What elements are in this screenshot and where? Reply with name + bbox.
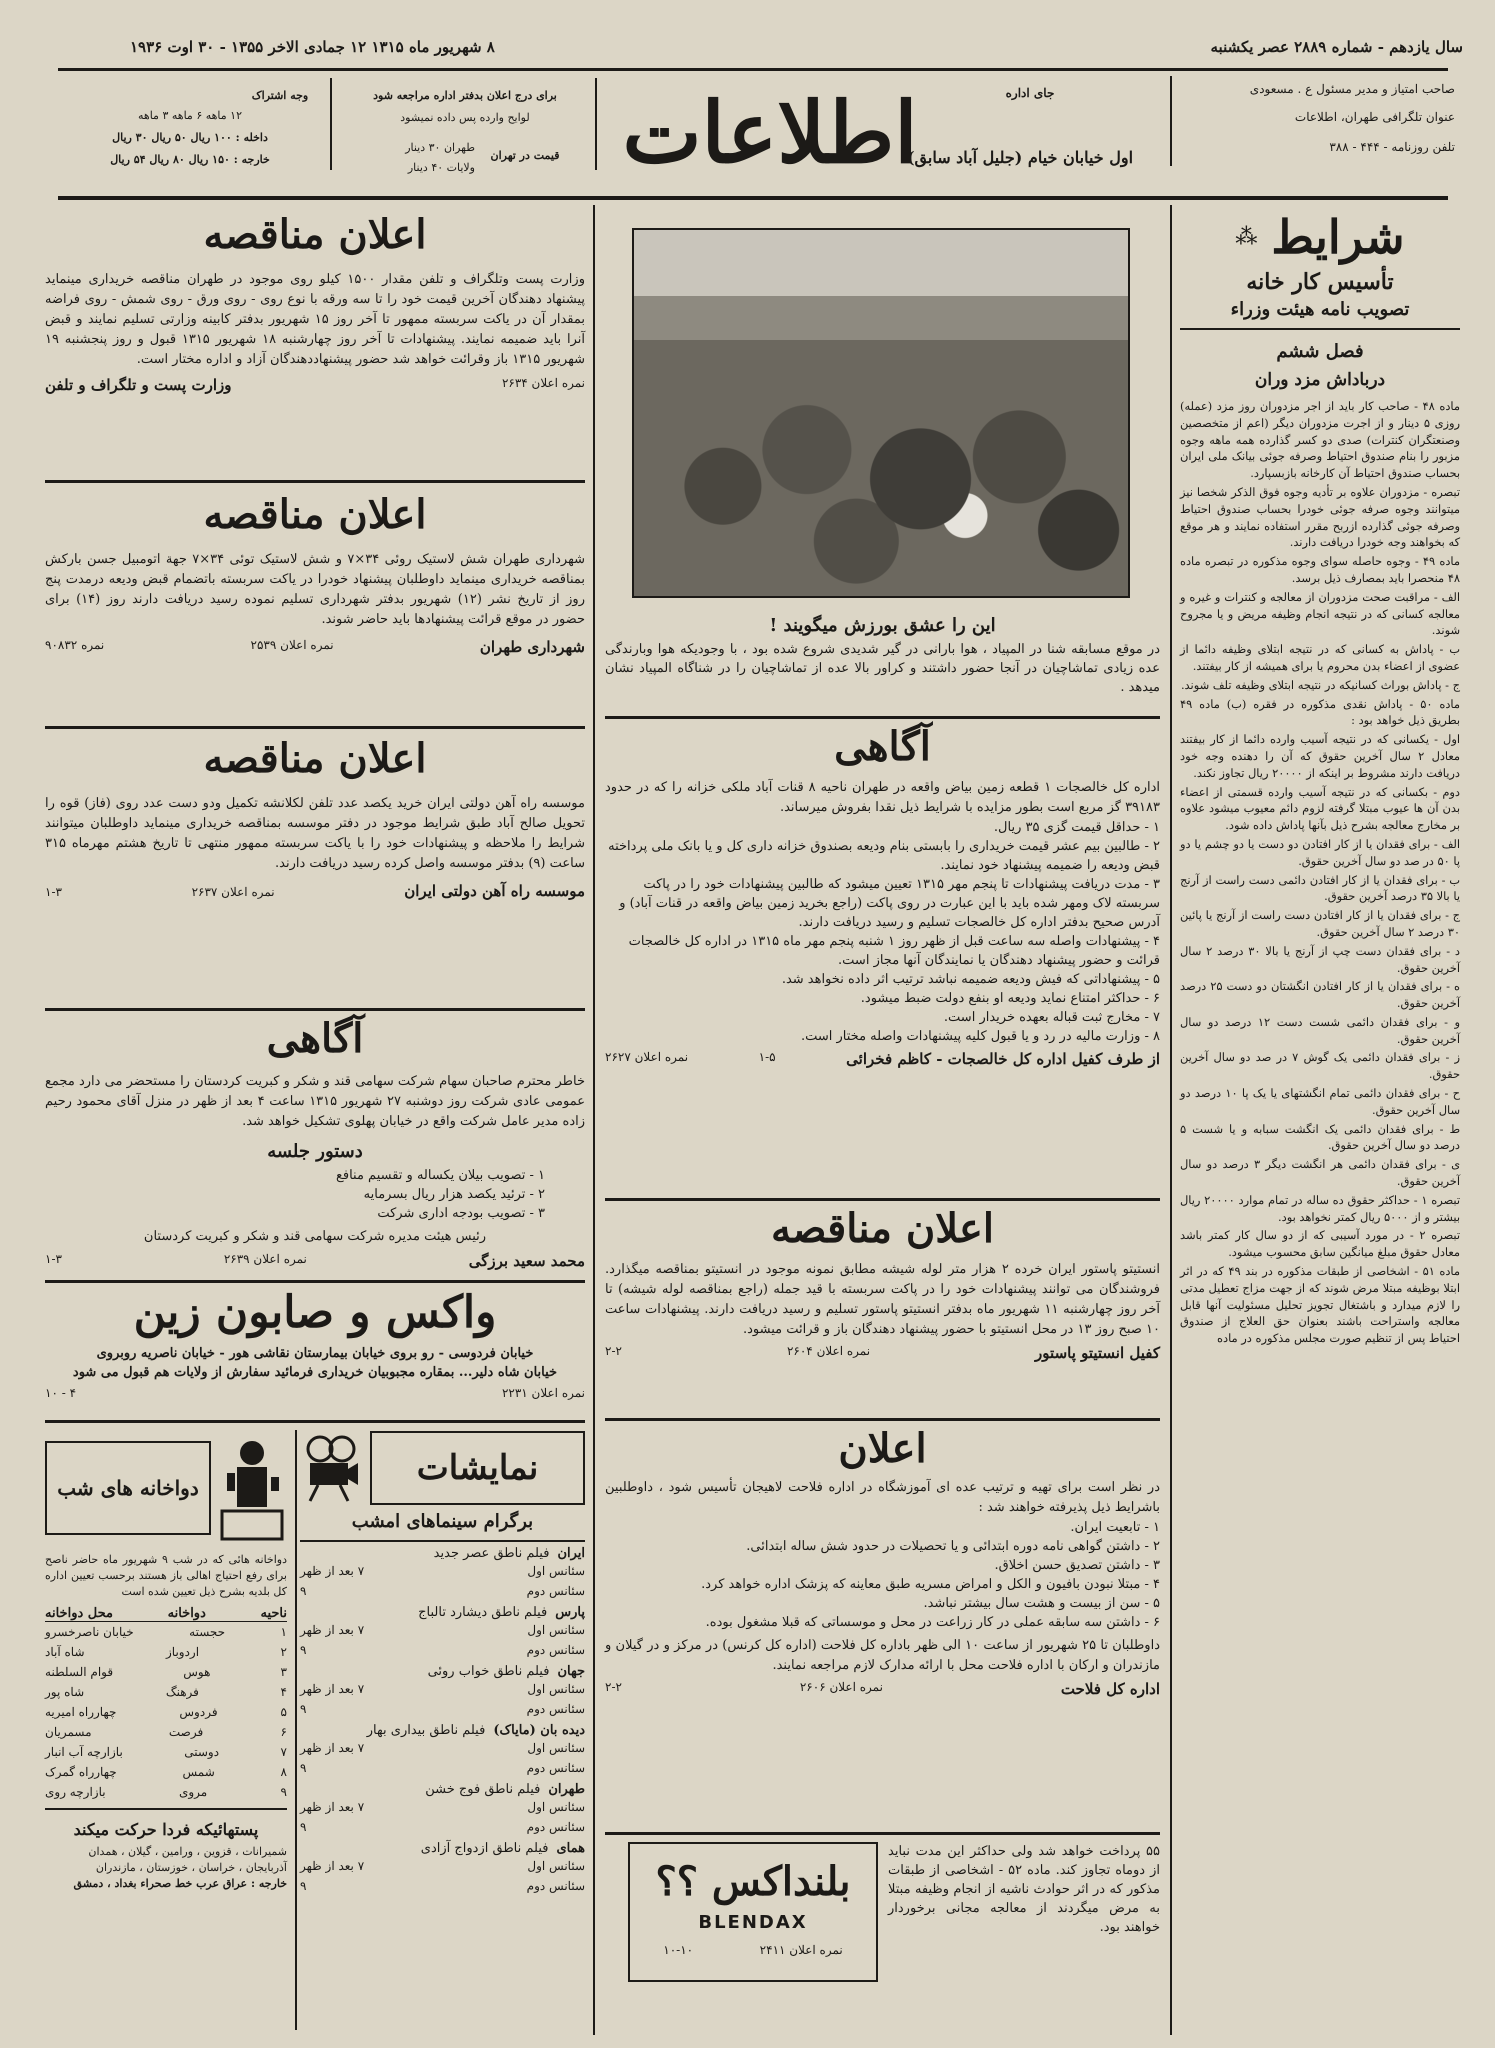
tender-municipality-ad-no: نمره اعلان ۲۵۳۹ — [250, 638, 334, 652]
agenda-title: دستور جلسه — [267, 1141, 363, 1162]
cinema-time: ۹ — [300, 1643, 307, 1657]
paragraph: تبصره ۱ - حداکثر حقوق ده ساله در تمام موارد ۲۰۰۰۰ ریال بیشتر و از ۵۰۰۰ ریال کمتر نخواهد بود. — [1180, 1192, 1460, 1224]
announcement-agriculture — [605, 1424, 1160, 1698]
pharmacy-name: اردوباز — [166, 1645, 200, 1659]
cinema-name: طهران — [548, 1782, 585, 1797]
article-conditions-subtitle1: تأسیس کار خانه — [1246, 269, 1394, 295]
wax-ad-count: ۴ - ۱۰ — [45, 1386, 77, 1400]
subs-out: خارجه : ۱۵۰ ریال ۸۰ ریال ۵۴ ریال — [110, 153, 270, 166]
post-schedule-line: آذربایجان ، خراسان ، خوزستان ، مازندران — [95, 1861, 287, 1874]
cinema-session: سئانس دوم — [526, 1879, 585, 1893]
photo-caption-body: در موقع مسابقه شنا در المپیاد ، هوا بارانی در گیر شدیدی شروع شده بود ، با وجودیکه هوا وبارندگی عده زیادی تماشاچیان در آنجا حضور داشتند و کراور بالا عده از تماشاچیان را در شناگاه المپیاد نشان میدهد . — [605, 642, 1160, 695]
tender-railway-body: موسسه راه آهن دولتی ایران خرید یکصد عدد تلفن لکلانشه تکمیل ودو دست عدد روی (فاز) قوه را تحویل صالح آباد طبق شرایط موجود در دفتر موسسه بمناقصه خریداری مینماید داوطلبان میتوانند شرایط را ملاحظه و پیشنهادات خود را با یاکت سربسته ممهور منتهی تا تاریخ هشتم مهرماه ۳۱۵ ساعت (۹) بدفتر موسسه واصل کرده رسید دریافت دارند. — [45, 796, 585, 871]
cinema-logo: نمایشات — [370, 1431, 585, 1505]
notice-land-sale-item: ۴ - پیشنهادات واصله سه ساعت قبل از ظهر روز ۱ شنبه پنجم مهر ماه ۱۳۱۵ در اداره کل خالصجات قرائت و حضور پیشنهاد دهندگان یا نمایندگان آنها مجاز است. — [628, 934, 1160, 968]
pharmacy-intro: دواخانه هائی که در شب ۹ شهریور ماه حاضر ناصح برای رفع احتیاج اهالی باز هستند برحسب تعیین اداره کل بلدیه بشرح ذیل تعیین شده است — [45, 1553, 287, 1598]
cinema-time: ۷ بعد از ظهر — [300, 1564, 365, 1578]
film-projector-icon — [300, 1433, 360, 1503]
paragraph: ی - برای فقدان دائمی هر انگشت دیگر ۳ درصد دو سال آخرین حقوق. — [1180, 1157, 1460, 1189]
announcement-agriculture-item: ۲ - داشتن گواهی نامه دوره ابتدائی و یا تحصیلات در حدود شش ساله ابتدائی. — [746, 1539, 1160, 1554]
cinema-entry — [300, 1841, 585, 1896]
pharmacy-row — [45, 1662, 287, 1682]
notice-land-sale-item: ۸ - وزارت مالیه در رد و یا قبول کلیه پیشنهادات واصله مختار است. — [800, 1029, 1160, 1044]
cinema-session: سئانس دوم — [526, 1643, 585, 1657]
pharmacy-name: هوس — [183, 1665, 211, 1679]
blendax-brand-fa: بلنداکس ؟؟ — [655, 1858, 851, 1905]
pharmacy-location: قوام السلطنه — [45, 1665, 114, 1679]
notice-kurdistan-count: ۱-۳ — [45, 1252, 62, 1266]
pharmacy-district: ۹ — [280, 1785, 287, 1799]
column-divider-left — [593, 205, 595, 2035]
newspaper-title: اطلاعات — [622, 83, 918, 182]
pharmacy-row — [45, 1622, 287, 1642]
notice-land-sale-item: ۵ - پیشنهاداتی که فیش ودیعه ضمیمه نباشد ترتیب اثر داده نخواهد شد. — [781, 972, 1160, 987]
paragraph: ه - برای فقدان یا از کار افتادن انگشتان دو دست ۲۵ درصد آخرین حقوق. — [1180, 979, 1460, 1011]
announcement-agriculture-item: ۳ - داشتن تصدیق حسن اخلاق. — [994, 1558, 1160, 1573]
pharmacy-name: مروی — [178, 1785, 208, 1799]
telegraph-line: عنوان تلگرافی طهران، اطلاعات — [1294, 110, 1455, 124]
cinema-session: سئانس اول — [527, 1859, 585, 1873]
notice-land-sale-count: ۱-۵ — [758, 1050, 776, 1064]
pharmacy-col-district: ناحیه — [260, 1606, 287, 1621]
tender-municipality — [45, 490, 585, 656]
tender-pasteur — [605, 1204, 1160, 1362]
cinema-entry — [300, 1723, 585, 1778]
owner-line: صاحب امتیاز و مدیر مسئول ع . مسعودی — [1249, 82, 1455, 96]
notice-land-sale-intro: اداره کل خالصجات ۱ قطعه زمین بیاض واقعه در طهران ناحیه ۸ قنات آباد ملکی خزانه را که در حدود ۳۹۱۸۳ گز مربع است بطور مزایده با شرایط ذیل نقدا بفروش میرساند. — [605, 780, 1160, 815]
notice-kurdistan-body: خاطر محترم صاحبان سهام شرکت سهامی قند و شکر و کبریت کردستان را مستحضر می دارد مجمع عمومی عادی شرکت روز دوشنبه ۲۷ شهریور ۱۳۱۵ ساعت ۴ بعد از ظهر در منزل آقای محمود رحیم زاده مدیر عامل شرکت واقع در خیابان پهلوی تشکیل خواهد شد. — [45, 1074, 586, 1129]
pharmacy-col-name: دواخانه — [167, 1606, 206, 1621]
post-schedule-title: پستهائیکه فردا حرکت میکند — [73, 1820, 259, 1839]
announcement-agriculture-item: ۱ - تابعیت ایران. — [1070, 1520, 1160, 1535]
cinema-session: سئانس دوم — [526, 1584, 585, 1598]
photo-caption-title: این را عشق بورزش میگویند ! — [769, 615, 996, 636]
pharmacy-district: ۴ — [280, 1685, 287, 1699]
tender-municipality-ref: نمره ۹۰۸۳۲ — [45, 638, 105, 652]
cinema-film: فیلم ناطق بیداری بهار — [366, 1723, 486, 1738]
paragraph: د - برای فقدان دست چپ از آرنج یا بالا ۳۰ درصد ۲ سال آخرین حقوق. — [1180, 943, 1461, 975]
tender-pasteur-title: اعلان مناقصه — [770, 1205, 995, 1252]
rule — [45, 1280, 585, 1283]
pharmacy-district: ۳ — [280, 1665, 287, 1679]
notice-land-sale-item: ۱ - حداقل قیمت گزی ۳۵ ریال. — [993, 820, 1160, 835]
cinema-time: ۷ بعد از ظهر — [300, 1800, 365, 1814]
notice-land-sale-item: ۶ - حداکثر امتناع نماید ودیعه او بنفع دولت ضبط میشود. — [860, 991, 1160, 1006]
rule — [45, 1008, 585, 1011]
cinema-session: سئانس دوم — [526, 1702, 585, 1716]
paragraph: ماده ۵۱ - اشخاصی از طبقات مذکوره در بند ۴۹ که در اثر ابتلا بوظیفه مبتلا مرض شوند که از جهت مزاج تعطیل مدتی را لازم میدارد و باشتغال تجویز تحلیل مسئولیت آنها قابل معالجه واستراحت باشند بعنوان حق العلاج از صندوق احتیاط پس از تنظیم صورت مجلس مذکوره در ماده — [1180, 1264, 1460, 1346]
pharmacy-location: مسمریان — [45, 1725, 92, 1739]
paragraph: دوم - بکسانی که در نتیجه آسیب وارده قسمتی از اعضاء بدن آن ها عیوب مبتلا گرفته لزوم دائم معیوب میشود علاوه بر مخارج معالجه بشرح ذیل بآنها پاداش داده شود. — [1180, 784, 1460, 833]
cinema-film: فیلم ناطق ازدواج آزادی — [420, 1841, 549, 1856]
agenda-item: ۲ - ترئید یکصد هزار ریال بسرمایه — [363, 1187, 545, 1202]
cinema-session: سئانس اول — [527, 1682, 585, 1696]
masthead-divider-3 — [330, 78, 332, 170]
rule — [605, 716, 1160, 719]
notice-land-sale-title: آگاهی — [834, 723, 931, 770]
wax-ad-line2: خیابان شاه دلیر... بمقاره مجبوبیان خریداری فرمائید سفارش از ولایات هم قبول می شود — [72, 1365, 558, 1380]
pharmacy-location: خیابان ناصرخسرو — [45, 1625, 134, 1639]
paragraph: و - برای فقدان دائمی شست دست ۱۲ درصد دو سال آخرین حقوق. — [1180, 1014, 1461, 1046]
photo-caption — [605, 612, 1160, 697]
pharmacy-name: فرهنگ — [165, 1685, 199, 1699]
tender-railway-count: ۱-۳ — [45, 885, 62, 899]
tender-pasteur-count: ۲-۲ — [605, 1344, 622, 1358]
paragraph: ج - برای فقدان یا از کار افتادن دست راست از آرنج یا پائین ۳۰ درصد ۲ سال آخرین حقوق. — [1180, 908, 1460, 939]
cinema-name: پارس — [555, 1605, 585, 1620]
article-conditions-title: شرایط — [1271, 210, 1405, 264]
masthead-divider — [1170, 76, 1172, 166]
tender-railway-ad-no: نمره اعلان ۲۶۳۷ — [191, 885, 275, 899]
masthead-rule-top — [58, 68, 1448, 71]
notice-kurdistan-title: آگاهی — [266, 1015, 364, 1062]
paragraph: ماده ۵۰ - پاداش نقدی مذکوره در فقره (ب) ماده ۴۹ بطریق ذیل خواهد بود : — [1180, 696, 1460, 728]
subs-head: ۱۲ ماهه ۶ ماهه ۳ ماهه — [138, 109, 242, 122]
agenda-chair: رئیس هیئت مدیره شرکت سهامی قند و شکر و کبریت کردستان — [143, 1229, 487, 1244]
pharmacy-row — [45, 1762, 287, 1782]
chapter-subtitle: درباداش مزد وران — [1254, 370, 1386, 390]
pharmacy-district: ۵ — [280, 1705, 287, 1719]
announcement-agriculture-count: ۲-۲ — [605, 1680, 622, 1694]
article-conditions-subtitle2: تصویب نامه هیئت وزراء — [1180, 296, 1460, 330]
cinema-time: ۷ بعد از ظهر — [300, 1623, 365, 1637]
night-pharmacies — [45, 1428, 287, 2028]
blendax-brand-en: BLENDAX — [698, 1912, 808, 1933]
paragraph: ماده ۴۸ - صاحب کار باید از اجر مزدوران روز مزد (عمله) روزی ۵ دینار و از اجرت مزدوران دیگر (اعم از متخصصین وصنعتگران کنترات) صدی دو کسر گذارده همه ماهه وجوه مزبور را بنام صندوق احتیاط وصرفه جوئی بیانک ملی ایران بحساب صندوق احتیاط آن کارخانه بازبسپارد. — [1180, 399, 1460, 481]
tender-pasteur-body: انستیتو پاستور ایران خرده ۲ هزار متر لوله شیشه مطابق نمونه موجود در انستیتو بمناقصه میگذارد. فروشندگان می توانند پیشنهادات خود را در پاکت سربسته با قید جمله (راجع بمناقصه لوله شیشه) تا آخر روز چهارشنبه ۱۱ شهریور ماه بدفتر انستیتو پاستور تسلیم و رسید دریافت دارند. پیشنهادات ساعت ۱۰ صبح روز ۱۳ در محل انستیتو با حضور پیشنهاد دهندگان باز و قرائت میشود. — [605, 1262, 1160, 1337]
tender-postal-title: اعلان مناقصه — [203, 211, 427, 258]
tender-railway — [45, 734, 585, 900]
pharmacy-row — [45, 1682, 287, 1702]
agenda-item: ۳ - تصویب بودجه اداری شرکت — [377, 1206, 545, 1221]
cinema-time: ۹ — [300, 1584, 307, 1598]
pharmacy-district: ۷ — [280, 1745, 287, 1759]
notice-land-sale-item: ۳ - مدت دریافت پیشنهادات تا پنجم مهر ۱۳۱۵ تعیین میشود که طالبین پیشنهادات خود را در پاکت سربسته لاک ومهر شده باید با این عبارت در روی پاکت (راجع بخرید زمین بیاض واقعه در قنات آباد) و آدرس صحیح بدفتر اداره کل خالصجات تسلیم و رسید دریافت دارند. — [619, 877, 1160, 930]
agenda-item: ۱ - تصویب بیلان یکساله و تقسیم منافع — [335, 1168, 545, 1183]
pharmacy-name: شمس — [182, 1765, 215, 1779]
paragraph: ح - برای فقدان دائمی تمام انگشتهای یا یک پا ۱۰ درصد دو سال آخرین حقوق. — [1180, 1086, 1460, 1117]
cinema-entry — [300, 1546, 585, 1601]
pharmacy-location: چهارراه امیریه — [45, 1705, 117, 1719]
bottom-continuation: ۵۵ پرداخت خواهد شد ولی حداکثر این مدت نباید از دوماه تجاوز کند. ماده ۵۲ - اشخاصی از طبقات مذکور که در اثر حوادث ناشیه از انجام وظیفه مبتلا به مرض میگردند از معالجه مجانی برخوردار خواهند بود. — [888, 1844, 1160, 1935]
announcement-agriculture-item: ۴ - مبتلا نبودن بافیون و الکل و امراض مسریه طبق معاینه که پزشک اداره خواهد کرد. — [701, 1577, 1160, 1592]
pharmacy-logo: دواخانه های شب — [45, 1441, 211, 1535]
pharmacy-location: چهارراه گمرک — [45, 1765, 117, 1779]
pharmacy-row — [45, 1702, 287, 1722]
phone-line: تلفن روزنامه - ۴۴۴ - ۳۸۸ — [1329, 140, 1455, 154]
cinema-session: سئانس اول — [527, 1741, 585, 1755]
blendax-ad — [628, 1842, 878, 1982]
chapter-title: فصل ششم — [1276, 341, 1364, 362]
cinema-session: سئانس دوم — [526, 1761, 585, 1775]
rule — [45, 1420, 585, 1423]
rule — [605, 1832, 1160, 1835]
wax-ad-title: واکس و صابون زین — [133, 1287, 497, 1338]
address-label: جای اداره — [1005, 86, 1055, 100]
cinema-time: ۹ — [300, 1761, 307, 1775]
cinema-name: همای — [556, 1841, 585, 1856]
rule — [45, 480, 585, 483]
notice-land-sale-ad-no: نمره اعلان ۲۶۲۷ — [605, 1050, 689, 1064]
post-schedule-line: شمیرانات ، قزوین ، ورامین ، گیلان ، همدان — [88, 1845, 287, 1858]
announcement-agriculture-ad-no: نمره اعلان ۲۶۰۶ — [799, 1680, 883, 1694]
cinema-name: دیده بان (مایاک) — [493, 1723, 585, 1738]
tender-pasteur-ad-no: نمره اعلان ۲۶۰۴ — [786, 1344, 871, 1358]
pharmacy-name: دوستی — [184, 1745, 220, 1759]
blendax-ad-no: نمره اعلان ۲۴۱۱ — [759, 1943, 843, 1957]
pharmacy-row — [45, 1782, 287, 1802]
pharmacy-name: حجسته — [189, 1625, 226, 1639]
notice-land-sale — [605, 722, 1160, 1068]
cinema-film: فیلم ناطق عصر جدید — [433, 1546, 550, 1561]
notice-land-sale-item: ۲ - طالبین بیم عشر قیمت خریداری را بابستی بنام ودیعه بصندوق خزانه داری کل و یا بانک ملی پرداخته قبض ودیعه را ضمیمه پیشنهاد خود نمایند. — [608, 839, 1160, 873]
wax-ad-line1: خیابان فردوسی - رو بروی خیابان بیمارستان نقاشی هور - خیابان ناصریه روبروی — [96, 1346, 534, 1361]
announcement-agriculture-signature: اداره کل فلاحت — [1060, 1680, 1160, 1698]
subs-label: وجه اشتراک — [251, 89, 309, 102]
pharmacy-row — [45, 1722, 287, 1742]
announcement-agriculture-item: ۶ - داشتن سه سابقه عملی در کار زراعت در محل و موسساتی که قبلا مشغول بوده. — [705, 1615, 1160, 1630]
cinema-film: فیلم ناطق فوج خشن — [425, 1782, 541, 1797]
paragraph: تبصره - مزدوران علاوه بر تأدیه وجوه فوق الذکر شخصا نیز میتوانند وجوه صرفه جوئی خودرا بحساب صندوق احتیاط وصرفه جوئی گذارده ازربح مقرر استفاده نمایند و هر موقع که بخواهند وجه خودرا دریافت دارند. — [1180, 484, 1460, 550]
announcement-agriculture-body: داوطلبان تا ۲۵ شهریور از ساعت ۱۰ الی ظهر باداره کل فلاحت (اداره کل کرنس) در مرکز و در گیلان و مازندران و ارکان با اداره فلاحت محل با ارائه مدارک لازم مراجعه نمایند. — [605, 1638, 1160, 1673]
pharmacy-row — [45, 1642, 287, 1662]
cinema-entry — [300, 1664, 585, 1719]
announcement-agriculture-title: اعلان — [838, 1425, 927, 1472]
cinema-program — [300, 1428, 585, 1948]
cinema-time: ۹ — [300, 1702, 307, 1716]
pharmacy-district: ۲ — [280, 1645, 287, 1659]
pharmacy-district: ۱ — [280, 1625, 287, 1639]
paragraph: الف - مراقبت صحت مزدوران از معالجه و کنترات و غیره و معالجه کسانی که در نتیجه انجام وظیفه مریض و یا مجروح شوند. — [1180, 589, 1460, 638]
pharmacist-icon — [217, 1433, 287, 1543]
notice-land-sale-item: ۷ - مخارج ثبت قباله بعهده خریدار است. — [943, 1010, 1160, 1025]
announcement-agriculture-intro: در نظر است برای تهیه و ترتیب عده ای آموزشگاه در اداره فلاحت لاهیجان تأسیس شود ، داوطلبین باشرایط ذیل پذیرفته خواهند شد : — [605, 1480, 1160, 1515]
article-conditions-body — [1180, 398, 1460, 1347]
cinema-entry — [300, 1782, 585, 1837]
cinema-session: سئانس اول — [527, 1623, 585, 1637]
pharmacy-district: ۸ — [280, 1765, 287, 1779]
cinema-film: فیلم ناطق دیشارد تالباج — [418, 1605, 548, 1620]
ornament-icon: ⁂ — [1235, 224, 1258, 250]
cinema-session: سئانس اول — [527, 1800, 585, 1814]
pharmacy-location: بازارچه روی — [45, 1785, 106, 1799]
tender-pasteur-signature: کفیل انستیتو پاستور — [1035, 1344, 1160, 1362]
pharmacy-location: شاه آباد — [45, 1645, 85, 1659]
tender-postal-signature: وزارت پست و تلگراف و تلفن — [45, 376, 232, 394]
tender-railway-title: اعلان مناقصه — [203, 735, 427, 782]
cinema-time: ۹ — [300, 1820, 307, 1834]
paragraph: ج - پاداش بوراث کسانیکه در نتیجه ابتلای وظیفه تلف شوند. — [1180, 677, 1460, 692]
wax-ad — [45, 1286, 585, 1400]
article-conditions — [1180, 206, 1460, 1349]
notice-land-sale-signature: از طرف کفیل اداره کل خالصجات - کاظم فخرائی — [846, 1050, 1160, 1068]
notice-kurdistan — [45, 1014, 585, 1270]
cinema-name: جهان — [557, 1664, 585, 1679]
rule — [605, 1418, 1160, 1421]
blendax-count: ۱۰-۱۰ — [663, 1943, 694, 1957]
rule — [605, 1198, 1160, 1201]
rule — [295, 1430, 297, 2030]
cinema-session: سئانس اول — [527, 1564, 585, 1578]
paragraph: ط - برای فقدان دائمی یک انگشت سبابه و یا شست ۵ درصد دو سال آخرین حقوق. — [1180, 1121, 1460, 1153]
subs-in: داخله : ۱۰۰ ریال ۵۰ ریال ۳۰ ریال — [112, 131, 268, 144]
paragraph: ب - برای فقدان یا از کار افتادن دائمی دست راست از آرنج یا بالا ۳۵ درصد آخرین حقوق. — [1180, 872, 1460, 904]
issue-line: سال یازدهم - شماره ۲۸۸۹ عصر یکشنبه — [1210, 38, 1463, 56]
ad-price-1: طهران ۳۰ دینار — [405, 141, 475, 154]
tender-municipality-signature: شهرداری طهران — [479, 638, 585, 656]
cinema-time: ۹ — [300, 1879, 307, 1893]
pharmacy-col-location: محل دواخانه — [45, 1606, 113, 1621]
announcement-agriculture-item: ۵ - سن از بیست و هشت سال بیشتر نباشد. — [923, 1596, 1160, 1611]
paragraph: ز - برای فقدان دائمی یک گوش ۷ در صد دو سال آخرین حقوق. — [1180, 1050, 1460, 1082]
pharmacy-location: بازارچه آب انبار — [45, 1745, 123, 1759]
tender-postal-ad-no: نمره اعلان ۲۶۳۴ — [501, 376, 585, 390]
cinema-time: ۷ بعد از ظهر — [300, 1741, 365, 1755]
pharmacy-row — [45, 1742, 287, 1762]
tender-municipality-title: اعلان مناقصه — [203, 491, 427, 538]
cinema-time: ۷ بعد از ظهر — [300, 1682, 365, 1696]
tender-postal-body: وزارت پست وتلگراف و تلفن مقدار ۱۵۰۰ کیلو روی موجود در طهران مناقصه خریداری مینماید پیشنهاد دهندگان آخرین قیمت خود را تا سه ورقه با نوع روی - روی ورق - روی شمش - روی فراضه بمقدار آن در یاکت سربسته ممهور تا آخر روز ۱۵ شهریور بدفتر کابینه وزارتی تسلیم نمایند و قبض آنرا باید ضمیمه نمایند. پیشنهادات تا آخر روز چهارشنبه ۱۸ شهریور ۱۳۱۵ قبول و روز پنجشنبه ۱۹ شهریور ۱۳۱۵ باز وقرائت خواهد شد حضور پیشنهاددهندگان آزاد و اداره مختار است. — [45, 272, 585, 367]
cinema-program-title: برگرام سینماهای امشب — [351, 1511, 534, 1532]
pharmacy-district: ۶ — [280, 1725, 287, 1739]
ad-price-label: قیمت در تهران — [490, 149, 560, 162]
cinema-film: فیلم ناطق خواب روئی — [427, 1664, 550, 1679]
wax-ad-no: نمره اعلان ۲۲۳۱ — [501, 1386, 585, 1400]
date-line: ۸ شهریور ماه ۱۳۱۵ ۱۲ جمادی الاخر ۱۳۵۵ - ۳۰ اوت ۱۹۳۶ — [130, 38, 495, 56]
masthead-divider-2 — [595, 78, 597, 170]
tender-postal — [45, 210, 585, 394]
cinema-session: سئانس دوم — [526, 1820, 585, 1834]
pharmacy-name: فرصت — [168, 1725, 204, 1739]
notice-kurdistan-ad-no: نمره اعلان ۲۶۳۹ — [223, 1252, 307, 1266]
ad-price-2: ولایات ۴۰ دینار — [407, 161, 475, 174]
address: اول خیابان خیام (جلیل آباد سابق) — [906, 148, 1134, 167]
paragraph: تبصره ۲ - در مورد آسیبی که از دو سال کار کمتر باشد معادل حقوق مبلغ میانگین سابق محسوب میشود. — [1180, 1228, 1461, 1260]
tender-municipality-body: شهرداری طهران شش لاستیک روئی ۳۴×۷ و شش لاستیک توئی ۳۴×۷ جهة اتومبیل جسن بارکش بمناقصه خریداری مینماید داوطلبان پیشنهاد خودرا در یاکت سربسته باتضمام قبض ودیعه درمدت پنج روز از تاریخ نشر (۱۲) شهریور بدفتر شهرداری تسلیم نموده رسید دریافت دارند روز (۱۴) برای حضور در موقع قرائت پیشنهادها باید حاضر شوند. — [45, 552, 585, 627]
cinema-entry — [300, 1605, 585, 1660]
masthead-rule-bottom — [58, 196, 1448, 200]
rule — [45, 726, 585, 729]
cinema-name: ایران — [557, 1546, 585, 1561]
cinema-time: ۷ بعد از ظهر — [300, 1859, 365, 1873]
paragraph: ب - پاداش به کسانی که در نتیجه ابتلای وظیفه دائما از عضوی از اعضاء بدن محروم یا برای همیشه از کار بیفتند. — [1180, 642, 1460, 673]
paragraph: الف - برای فقدان یا از کار افتادن دو دست یا دو چشم یا دو پا ۵۰ در صد دو سال آخرین حقوق. — [1180, 836, 1460, 868]
photo-swimming-crowd — [632, 228, 1130, 598]
ad-info-1: برای درج اعلان بدفتر اداره مراجعه شود — [373, 89, 557, 102]
notice-kurdistan-signature: محمد سعید برزگی — [468, 1252, 585, 1270]
paragraph: اول - یکسانی که در نتیجه آسیب وارده دائما از کار بیفتند معادل ۲ سال آخرین حقوق که آن را دهنده وجه خود دریافت دارند مشروط بر اینکه از ۲۰۰۰۰ ریال تجاوز نکند. — [1180, 732, 1460, 780]
post-schedule-line: خارجه : عراق عرب خط صحراء بغداد ، دمشق — [73, 1877, 287, 1890]
pharmacy-location: شاه پور — [45, 1685, 85, 1699]
ad-info-2: لوایح وارده پس داده نمیشود — [400, 111, 530, 124]
column-divider-right — [1170, 205, 1172, 2035]
pharmacy-name: فردوس — [179, 1705, 218, 1719]
paragraph: ماده ۴۹ - وجوه حاصله سوای وجوه مذکوره در تبصره ماده ۴۸ منحصرا باید بمصارف ذیل برسد. — [1180, 554, 1460, 585]
tender-railway-signature: موسسه راه آهن دولتی ایران — [404, 882, 585, 900]
